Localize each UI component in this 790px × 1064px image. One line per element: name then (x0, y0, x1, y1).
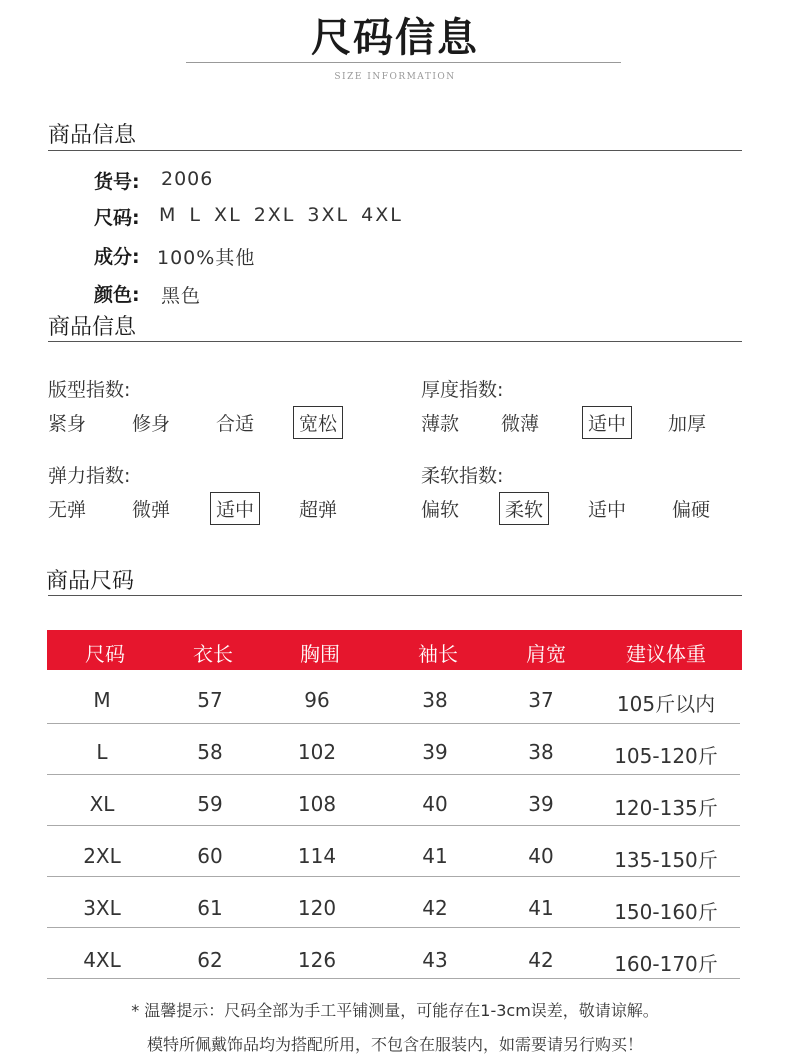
table-cell: 37 (528, 688, 554, 712)
softness-option: 适中 (588, 499, 627, 521)
table-cell: 41 (422, 844, 448, 868)
info-label-color: 颜色: (94, 284, 140, 306)
softness-option: 偏硬 (672, 499, 711, 521)
info-label-item-no: 货号: (94, 171, 140, 193)
table-cell: 135-150斤 (614, 848, 718, 872)
section-heading-indices: 商品信息 (48, 315, 137, 340)
table-cell: 60 (197, 844, 223, 868)
title-divider (186, 62, 621, 63)
table-cell: 96 (304, 688, 330, 712)
info-value-item-no: 2006 (161, 168, 214, 190)
page-subtitle: SIZE INFORMATION (334, 72, 456, 82)
table-cell: 42 (422, 896, 448, 920)
fit-option-selected: 宽松 (293, 406, 343, 439)
info-value-material: 100%其他 (157, 247, 256, 269)
row-divider (47, 876, 740, 877)
info-value-color: 黑色 (161, 285, 202, 307)
softness-option-selected: 柔软 (499, 492, 549, 525)
elasticity-option: 微弹 (132, 499, 171, 521)
table-cell: 62 (197, 948, 223, 972)
row-divider (47, 774, 740, 775)
table-cell: 61 (197, 896, 223, 920)
fit-option: 紧身 (48, 413, 87, 435)
table-cell: 105斤以内 (616, 692, 716, 716)
table-cell: 150-160斤 (614, 900, 718, 924)
table-cell: 160-170斤 (614, 952, 718, 976)
elasticity-option-selected: 适中 (210, 492, 260, 525)
table-cell: 108 (297, 792, 337, 816)
row-divider (47, 723, 740, 724)
table-cell: M (93, 688, 111, 712)
section-divider (48, 150, 742, 151)
table-cell: 39 (528, 792, 554, 816)
index-title-softness: 柔软指数: (421, 465, 504, 487)
column-header-chest: 胸围 (300, 642, 340, 666)
softness-option: 偏软 (421, 499, 460, 521)
index-title-thickness: 厚度指数: (421, 379, 504, 401)
index-title-elasticity: 弹力指数: (48, 465, 131, 487)
fit-option: 修身 (132, 413, 171, 435)
table-cell: L (96, 740, 108, 764)
column-header-length: 衣长 (193, 642, 233, 666)
column-header-shoulder: 肩宽 (526, 642, 566, 666)
section-heading-product-info: 商品信息 (48, 123, 137, 148)
page-title: 尺码信息 (311, 15, 479, 61)
elasticity-option: 无弹 (48, 499, 87, 521)
table-cell: 42 (528, 948, 554, 972)
table-cell: 4XL (83, 948, 121, 972)
table-cell: 102 (297, 740, 337, 764)
fit-option: 合适 (216, 413, 255, 435)
thickness-option-selected: 适中 (582, 406, 632, 439)
table-cell: 58 (197, 740, 223, 764)
index-title-fit: 版型指数: (48, 379, 131, 401)
section-divider (48, 341, 742, 342)
table-cell: 2XL (83, 844, 121, 868)
thickness-option: 微薄 (501, 413, 540, 435)
row-divider (47, 825, 740, 826)
table-cell: 38 (422, 688, 448, 712)
table-cell: 38 (528, 740, 554, 764)
table-cell: 43 (422, 948, 448, 972)
info-value-size: M L XL 2XL 3XL 4XL (159, 204, 403, 226)
table-cell: 105-120斤 (614, 744, 718, 768)
column-header-weight: 建议体重 (626, 642, 706, 666)
table-cell: 120-135斤 (614, 796, 718, 820)
table-cell: 120 (297, 896, 337, 920)
table-cell: 39 (422, 740, 448, 764)
column-header-size: 尺码 (85, 642, 125, 666)
table-cell: 40 (422, 792, 448, 816)
info-label-size: 尺码: (94, 207, 140, 229)
info-label-material: 成分: (94, 246, 140, 268)
thickness-option: 薄款 (421, 413, 460, 435)
table-cell: XL (89, 792, 115, 816)
table-cell: 41 (528, 896, 554, 920)
table-cell: 114 (297, 844, 337, 868)
section-divider (48, 595, 742, 596)
table-cell: 3XL (83, 896, 121, 920)
row-divider (47, 978, 740, 979)
elasticity-option: 超弹 (299, 499, 338, 521)
table-cell: 57 (197, 688, 223, 712)
thickness-option: 加厚 (668, 413, 707, 435)
column-header-sleeve: 袖长 (418, 642, 458, 666)
note-accessories: 模特所佩戴饰品均为搭配所用，不包含在服装内，如需要请另行购买！ (146, 1035, 643, 1054)
table-cell: 59 (197, 792, 223, 816)
table-cell: 40 (528, 844, 554, 868)
table-cell: 126 (297, 948, 337, 972)
note-measurement: * 温馨提示：尺码全部为手工平铺测量，可能存在1-3cm误差，敬请谅解。 (131, 1001, 659, 1020)
section-heading-size-table: 商品尺码 (46, 569, 135, 594)
row-divider (47, 927, 740, 928)
